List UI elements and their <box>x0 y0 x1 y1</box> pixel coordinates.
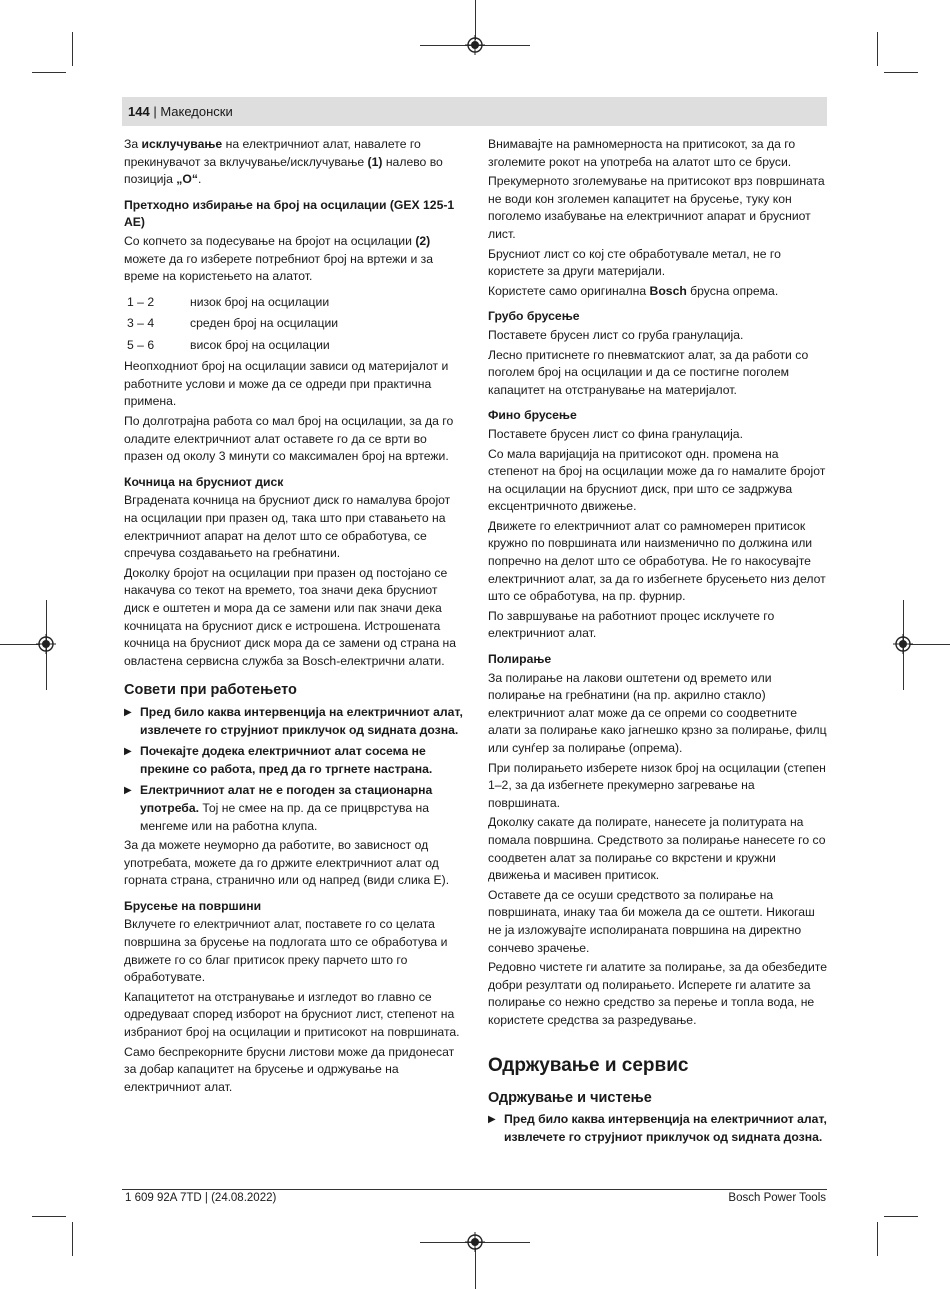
page-number: 144 <box>128 104 150 119</box>
crop-mark <box>910 644 950 645</box>
bullet-item: ▶ Пред било каква интервенција на електричниот алат, извлечете го струјниот приклучок од ѕидната дозна. <box>488 1111 828 1146</box>
page-header: 144 | Македонски <box>122 97 827 126</box>
crop-mark <box>72 32 73 66</box>
paragraph: Вградената кочница на брусниот диск го намалува бројот на осцилации при празен од, така што при ставањето на електричниот апарат на делот што се обработува, се спречува создавањето на гребнатини. <box>124 493 451 561</box>
left-column <box>124 136 464 1098</box>
paragraph: Поставете брусен лист со груба гранулација. <box>488 327 744 342</box>
bullet-item: ▶ Почекајте додека електричниот алат сосема не прекине со работа, пред да го тргнете настрана. <box>124 743 464 778</box>
right-column <box>488 136 828 1148</box>
paragraph: Доколку бројот на осцилации при празен од постојано се накачува со текот на времето, тоа значи дека брусниот диск е оштетен и мора да се замени или пак значи дека кочницата на брусниот диск е истрошена. Истрошената кочница на брусниот диск мора да се замени од страна на овластена сервисна служба за Bosch-електрични алати. <box>124 565 457 668</box>
bullet-item: ▶ Пред било каква интервенција на електричниот алат, извлечете го струјниот приклучок од ѕидната дозна. <box>124 704 464 739</box>
heading-cleaning: Одржување и чистење <box>488 1089 652 1106</box>
triangle-bullet-icon: ▶ <box>124 785 132 797</box>
paragraph: Брусниот лист со кој сте обработувале метал, не го користете за други материјали. <box>488 246 781 279</box>
paragraph: Оставете да се осуши средството за полирање на површината, инаку таа би можела да се оштети. Никогаш не ја изложувајте исполираната површина на директно сончево зрачење. <box>488 887 815 955</box>
paragraph: За полирање на лакови оштетени од времето или полирање на гребнатини (на пр. акрилно стакло) електричниот алат може да се опреми со соодветните алати за полирање како јагнешко крзно за полирање, филц или сунѓер за полирање (опрема). <box>488 670 827 755</box>
paragraph: Движете го електричниот алат со рамномерен притисок кружно по површината или наизменично по должина или попречно на делот што се обработува. Не го накосувајте електричниот алат, за да го избегнете брусењето низ делот што се обработува, на пр. фурнир. <box>488 518 826 604</box>
paragraph: Неопходниот број на осцилации зависи од материјалот и работните услови и може да се одреди при практична примена. <box>124 359 449 409</box>
table-row: 3 – 4 среден број на осцилации <box>127 316 339 331</box>
crop-mark <box>475 1248 476 1289</box>
registration-mark-icon <box>893 634 913 654</box>
table-row: 5 – 6 висок број на осцилации <box>127 337 330 352</box>
crop-mark <box>884 72 918 73</box>
footer-brand: Bosch Power Tools <box>728 1192 826 1204</box>
heading-brake: Кочница на брусниот диск <box>124 474 284 489</box>
paragraph: Со мала варијација на притисокот одн. промена на степенот на број на осцилации може да го намалите бројот на осцилации на брусниот диск, при што се задржува ексцентричното движење. <box>488 446 826 514</box>
paragraph: Редовно чистете ги алатите за полирање, за да обезбедите добри резултати од полирањето. Исперете ги алатите за полирање со нежно средство за перење и топла вода, не користете средства за разредување. <box>488 960 827 1027</box>
heading-fine: Фино брусење <box>488 408 577 423</box>
triangle-bullet-icon: ▶ <box>124 746 132 758</box>
crop-mark <box>877 32 878 66</box>
crop-mark <box>475 0 476 40</box>
oscillation-table <box>124 292 464 357</box>
crop-mark <box>72 1222 73 1256</box>
paragraph: Само беспрекорните брусни листови може да придонесат за добар капацитет на брусење и одржување на електричниот алат. <box>124 1044 455 1094</box>
heading-surface: Брусење на површини <box>124 898 262 913</box>
paragraph: Капацитетот на отстранување и изгледот во главно се одредуваат според изборот на брусниот лист, степенот на избраниот број на осцилации и притисокот на површината. <box>124 989 460 1040</box>
triangle-bullet-icon: ▶ <box>124 706 132 718</box>
triangle-bullet-icon: ▶ <box>488 1114 496 1126</box>
heading-polish: Полирање <box>488 652 552 667</box>
paragraph: Поставете брусен лист со фина гранулација. <box>488 426 743 441</box>
crop-mark <box>32 1216 66 1217</box>
paragraph: Вклучете го електричниот алат, поставете го со целата површина за брусење на подлогата што се обработува и движете го со благ притисок преку парчето што го обработувате. <box>124 917 448 985</box>
crop-mark <box>884 1216 918 1217</box>
paragraph: Прекумерното зголемување на притисокот врз површината не води кон зголемен капацитет на брусење, туку кон поголемо изабување на електричниот апарат и брусниот лист. <box>488 174 825 241</box>
heading-maintenance: Одржување и сервис <box>488 1054 689 1076</box>
footer-divider <box>122 1189 827 1190</box>
paragraph: Внимавајте на рамномерноста на притисокот, за да го зголемите рокот на употреба на алатот што се бруси. <box>488 137 796 169</box>
registration-mark-icon <box>465 1232 485 1252</box>
table-row: 1 – 2 низок број на осцилации <box>127 294 330 309</box>
footer-doc-id: 1 609 92A 7TD | (24.08.2022) <box>125 1192 277 1204</box>
paragraph: Лесно притиснете го пневматскиот алат, за да работи со поголем број на осцилации и да се постигне поголем капацитет на отстранување на материјалот. <box>488 347 809 397</box>
registration-mark-icon <box>465 35 485 55</box>
crop-mark <box>0 644 40 645</box>
paragraph: По завршување на работниот процес исклучете го електричниот алат. <box>488 608 775 641</box>
paragraph-switch-off: За исклучување на електричниот алат, навалете го прекинувачот за вклучување/исклучување (1) налево во позиција „O“. <box>124 137 443 187</box>
crop-mark <box>32 72 66 73</box>
paragraph: Доколку сакате да полирате, нанесете ја политурата на помала површина. Средството за полирање нанесете го со соодветен алат за полирање со вкрстени и кружни движења и масивен притисок. <box>488 815 826 883</box>
heading-tips: Совети при работењето <box>124 682 297 699</box>
crop-mark <box>877 1222 878 1256</box>
paragraph: При полирањето изберете низок број на осцилации (степен 1–2, за да избегнете прекумерно загревање на површината. <box>488 760 826 810</box>
bullet-item: ▶ Електричниот алат не е погоден за стационарна употреба. Тој не смее на пр. да се прицврстува на менгеме или на работна клупа. <box>124 782 464 835</box>
registration-mark-icon <box>36 634 56 654</box>
paragraph-original: Користете само оригинална Bosch брусна опрема. <box>488 283 779 298</box>
paragraph-wheel: Со копчето за подесување на бројот на осцилации (2) можете да го изберете потребниот број на вртежи и за време на користењето на алатот. <box>124 233 434 284</box>
page-language: Македонски <box>160 104 233 119</box>
paragraph: По долготрајна работа со мал број на осцилации, за да го оладите електричниот алат оставете го да се врти во празен од околу 3 минути со максимален број на вртежи. <box>124 414 454 464</box>
heading-preselect: Претходно избирање на број на осцилации (GEX 125-1 AE) <box>124 197 455 230</box>
paragraph: За да можете неуморно да работите, во зависност од употребата, можете да го држите електричниот алат од горната страна, странично или од напред (види слика E). <box>124 838 450 888</box>
heading-coarse: Грубо брусење <box>488 309 580 324</box>
